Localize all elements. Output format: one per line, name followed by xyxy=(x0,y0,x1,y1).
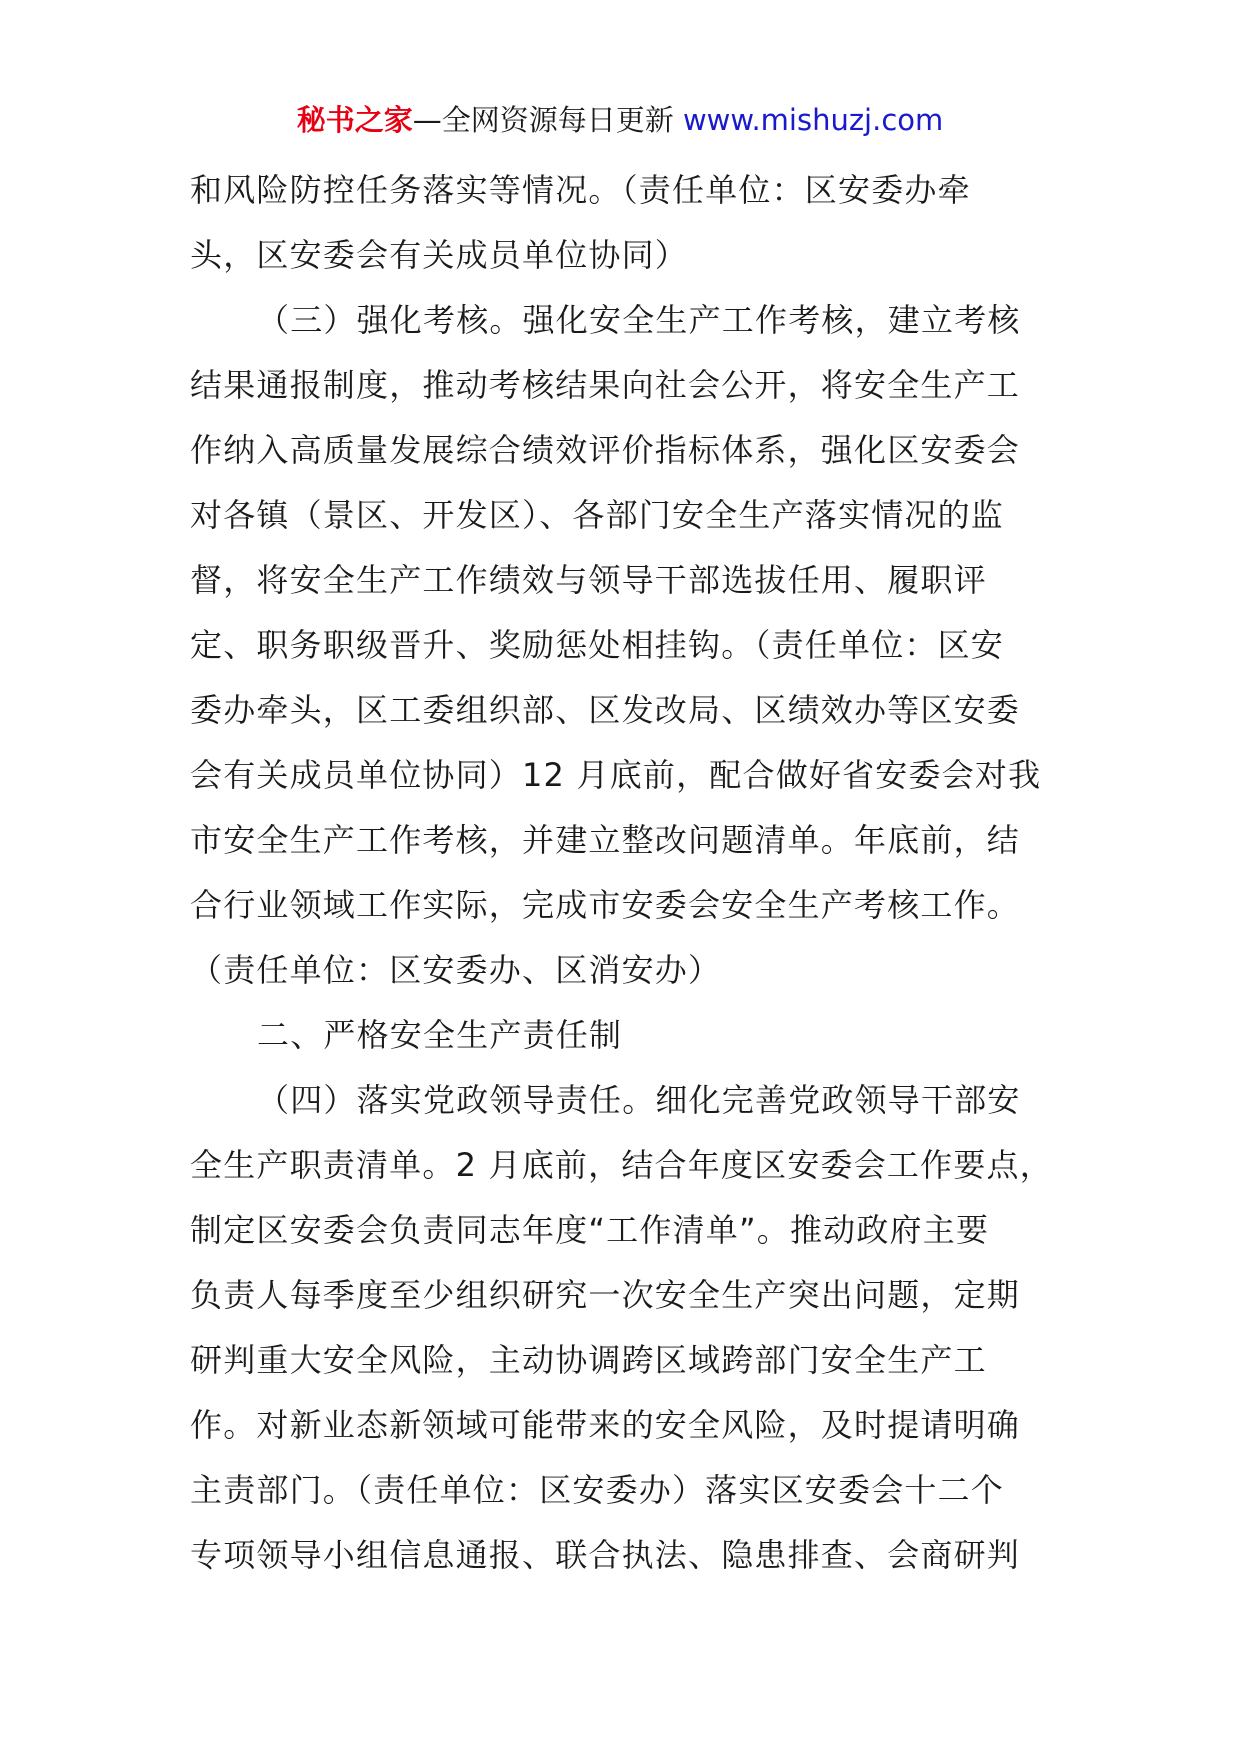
site-brand: 秘书之家 xyxy=(296,103,413,137)
text-line: 定、职务职级晋升、奖励惩处相挂钩。（责任单位：区安 xyxy=(190,626,1005,664)
text-line: 结果通报制度，推动考核结果向社会公开，将安全生产工 xyxy=(190,366,1021,404)
text-line: 合行业领域工作实际，完成市安委会安全生产考核工作。 xyxy=(190,886,1021,924)
text-line: 作纳入高质量发展综合绩效评价指标体系，强化区安委会 xyxy=(190,431,1021,469)
site-header xyxy=(0,100,1240,140)
text-line: 对各镇（景区、开发区）、各部门安全生产落实情况的监 xyxy=(190,496,1005,534)
text-line: 市安全生产工作考核，并建立整改问题清单。年底前，结 xyxy=(190,821,1021,859)
document-body xyxy=(190,158,1053,1588)
text-line: 全生产职责清单。2 月底前，结合年度区安委会工作要点， xyxy=(190,1146,1053,1184)
text-line: 负责人每季度至少组织研究一次安全生产突出问题，定期 xyxy=(190,1276,1021,1314)
text-line: 督，将安全生产工作绩效与领导干部选拔任用、履职评 xyxy=(190,561,987,599)
text-line: （责任单位：区安委办、区消安办） xyxy=(190,951,722,989)
site-slogan: —全网资源每日更新 xyxy=(412,103,683,137)
text-line: 头，区安委会有关成员单位协同） xyxy=(190,236,689,274)
text-line: 会有关成员单位协同）12 月底前，配合做好省安委会对我 xyxy=(190,756,1042,794)
paragraph-start-line: （四）落实党政领导责任。细化完善党政领导干部安 xyxy=(257,1081,1021,1119)
text-line: 委办牵头，区工委组织部、区发改局、区绩效办等区安委 xyxy=(190,691,1021,729)
text-line: 专项领导小组信息通报、联合执法、隐患排查、会商研判 xyxy=(190,1536,1021,1574)
text-line: 制定区安委会负责同志年度“工作清单”。推动政府主要 xyxy=(190,1211,990,1249)
section-heading: 二、严格安全生产责任制 xyxy=(257,1016,623,1054)
site-url-link[interactable]: www.mishuzj.com xyxy=(682,103,944,137)
text-line: 和风险防控任务落实等情况。（责任单位：区安委办牵 xyxy=(190,171,971,209)
paragraph-start-line: （三）强化考核。强化安全生产工作考核，建立考核 xyxy=(257,301,1021,339)
text-line: 主责部门。（责任单位：区安委办）落实区安委会十二个 xyxy=(190,1471,1005,1509)
text-line: 作。对新业态新领域可能带来的安全风险，及时提请明确 xyxy=(190,1406,1021,1444)
text-line: 研判重大安全风险，主动协调跨区域跨部门安全生产工 xyxy=(190,1341,987,1379)
